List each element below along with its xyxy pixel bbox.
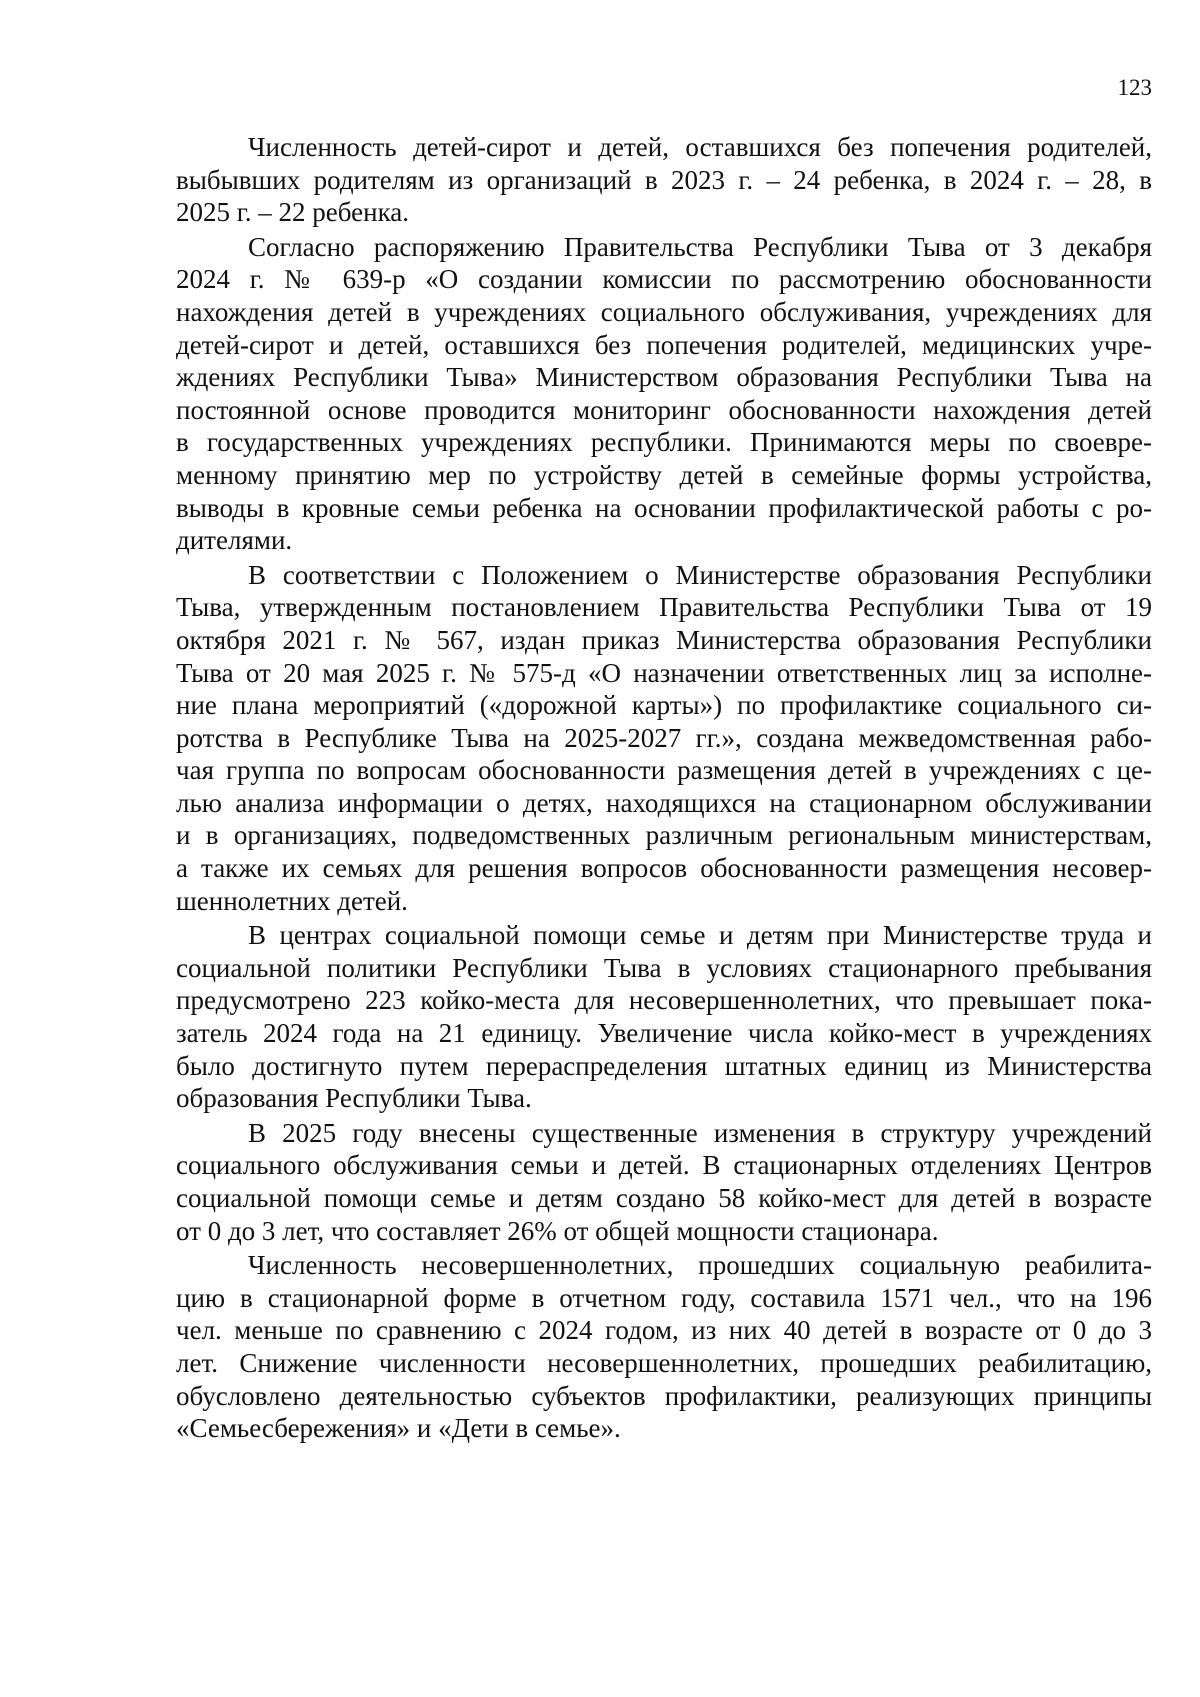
text-line: лью анализа информации о детях, находящихся на стационарном обслуживании	[176, 787, 1152, 818]
document-body	[176, 131, 1152, 1445]
text-line: было достигнуто путем перераспределения штатных единиц из Министерства	[176, 1050, 1152, 1081]
text-line: лет. Снижение численности несовершеннолетних, прошедших реабилитацию,	[176, 1347, 1152, 1378]
text-line: ротства в Республике Тыва на 2025-2027 гг.», создана межведомственная рабо-	[176, 722, 1152, 753]
paragraph-5	[176, 1117, 1152, 1247]
text-line: в государственных учреждениях республики. Принимаются меры по своевре-	[176, 427, 1152, 458]
text-line: постоянной основе проводится мониторинг обоснованности нахождения детей	[176, 394, 1152, 425]
text-line: ждениях Республики Тыва» Министерством образования Республики Тыва на	[176, 362, 1152, 393]
text-line: предусмотрено 223 койко-места для несовершеннолетних, что превышает пока-	[176, 985, 1152, 1016]
text-line: выводы в кровные семьи ребенка на основании профилактической работы с ро-	[176, 492, 1152, 523]
text-line: Согласно распоряжению Правительства Республики Тыва от 3 декабря	[248, 231, 1152, 262]
text-line: В соответствии с Положением о Министерстве образования Республики	[248, 559, 1152, 590]
text-line: ние плана мероприятий («дорожной карты») по профилактике социального си-	[176, 690, 1152, 721]
text-line: Тыва, утвержденным постановлением Правительства Республики Тыва от 19	[176, 592, 1152, 623]
text-line: социальной политики Республики Тыва в условиях стационарного пребывания	[176, 952, 1152, 983]
paragraph-3	[176, 559, 1152, 918]
text-line: детей-сирот и детей, оставшихся без попечения родителей, медицинских учре-	[176, 329, 1152, 360]
text-line: 2024 г. № 639-р «О создании комиссии по рассмотрению обоснованности	[176, 264, 1152, 295]
text-line: октября 2021 г. № 567, издан приказ Министерства образования Республики	[176, 624, 1152, 655]
text-line: дителями.	[176, 525, 293, 556]
text-line: «Семьесбережения» и «Дети в семье».	[176, 1413, 621, 1444]
text-line: В 2025 году внесены существенные изменения в структуру учреждений	[248, 1117, 1152, 1148]
text-line: и в организациях, подведомственных различным региональным министерствам,	[176, 820, 1152, 851]
text-line: а также их семьях для решения вопросов обоснованности размещения несовер-	[176, 853, 1152, 884]
text-line: нахождения детей в учреждениях социального обслуживания, учреждениях для	[176, 296, 1152, 327]
text-line: В центрах социальной помощи семье и детям при Министерстве труда и	[248, 920, 1152, 951]
page-number: 123	[1117, 75, 1152, 100]
text-line: шеннолетних детей.	[176, 885, 408, 916]
text-line: образования Республики Тыва.	[176, 1083, 532, 1114]
text-line: Численность несовершеннолетних, прошедших социальную реабилита-	[248, 1250, 1152, 1281]
text-line: обусловлено деятельностью субъектов профилактики, реализующих принципы	[176, 1380, 1152, 1411]
text-line: затель 2024 года на 21 единицу. Увеличение числа койко-мест в учреждениях	[176, 1018, 1152, 1049]
text-line: Численность детей-сирот и детей, оставшихся без попечения родителей,	[248, 132, 1152, 162]
text-line: менному принятию мер по устройству детей в семейные формы устройства,	[176, 459, 1152, 490]
paragraph-4	[176, 919, 1152, 1115]
paragraph-6	[176, 1249, 1152, 1445]
text-line: социальной помощи семье и детям создано 58 койко-мест для детей в возрасте	[176, 1183, 1152, 1213]
text-line: социального обслуживания семьи и детей. В стационарных отделениях Центров	[176, 1150, 1152, 1181]
text-line: от 0 до 3 лет, что составляет 26% от общей мощности стационара.	[176, 1215, 939, 1246]
paragraph-1	[176, 131, 1152, 229]
text-line: цию в стационарной форме в отчетном году, составила 1571 чел., что на 196	[176, 1282, 1152, 1313]
text-line: чая группа по вопросам обоснованности размещения детей в учреждениях с це-	[176, 755, 1152, 786]
paragraph-2	[176, 231, 1152, 557]
text-line: выбывших родителям из организаций в 2023 г. – 24 ребенка, в 2024 г. – 28, в	[176, 164, 1152, 195]
text-line: 2025 г. – 22 ребенка.	[176, 197, 410, 228]
text-line: Тыва от 20 мая 2025 г. № 575-д «О назначении ответственных лиц за исполне-	[176, 657, 1152, 688]
text-line: чел. меньше по сравнению с 2024 годом, из них 40 детей в возрасте от 0 до 3	[176, 1315, 1152, 1346]
